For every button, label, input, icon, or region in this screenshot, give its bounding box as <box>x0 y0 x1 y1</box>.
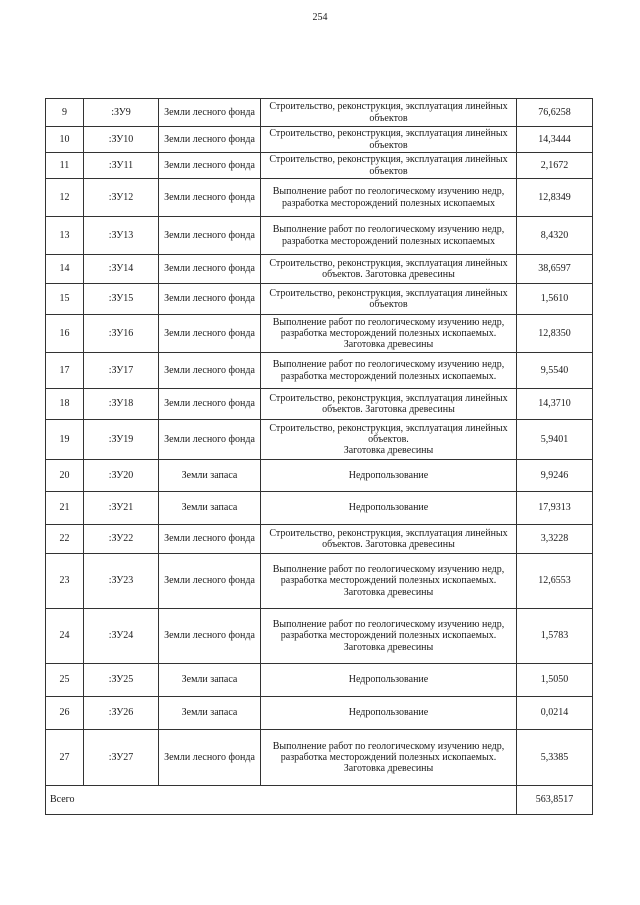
table-row <box>46 255 593 284</box>
land-category: Земли лесного фонда <box>159 389 261 420</box>
row-number: 10 <box>46 127 84 153</box>
table-row <box>46 389 593 420</box>
table-row <box>46 420 593 460</box>
land-category: Земли лесного фонда <box>159 284 261 315</box>
land-category: Земли лесного фонда <box>159 315 261 353</box>
plot-area: 14,3710 <box>517 389 593 420</box>
land-category: Земли запаса <box>159 460 261 492</box>
land-category: Земли лесного фонда <box>159 353 261 389</box>
table-row <box>46 609 593 664</box>
table-row <box>46 284 593 315</box>
plot-code: :ЗУ21 <box>84 492 159 525</box>
land-category: Земли лесного фонда <box>159 179 261 217</box>
table-row <box>46 127 593 153</box>
plot-area: 1,5610 <box>517 284 593 315</box>
plot-area: 1,5783 <box>517 609 593 664</box>
plot-area: 3,3228 <box>517 525 593 554</box>
plot-code: :ЗУ19 <box>84 420 159 460</box>
row-number: 24 <box>46 609 84 664</box>
permitted-use: Недропользование <box>261 664 517 697</box>
table-row <box>46 99 593 127</box>
permitted-use: Выполнение работ по геологическому изучению недр, разработка месторождений полезных ископаемых. Заготовка древесины <box>261 554 517 609</box>
permitted-use: Выполнение работ по геологическому изучению недр, разработка месторождений полезных ископаемых. <box>261 353 517 389</box>
total-label: Всего <box>46 786 517 815</box>
total-row <box>46 786 593 815</box>
table-row <box>46 554 593 609</box>
table-row <box>46 664 593 697</box>
table-row <box>46 492 593 525</box>
land-category: Земли лесного фонда <box>159 525 261 554</box>
plot-area: 1,5050 <box>517 664 593 697</box>
plot-code: :ЗУ20 <box>84 460 159 492</box>
table-row <box>46 179 593 217</box>
row-number: 19 <box>46 420 84 460</box>
land-plots-table <box>45 98 593 815</box>
table-row <box>46 315 593 353</box>
plot-code: :ЗУ14 <box>84 255 159 284</box>
plot-code: :ЗУ12 <box>84 179 159 217</box>
plot-code: :ЗУ16 <box>84 315 159 353</box>
row-number: 25 <box>46 664 84 697</box>
plot-area: 5,9401 <box>517 420 593 460</box>
plot-area: 9,9246 <box>517 460 593 492</box>
plot-code: :ЗУ27 <box>84 730 159 786</box>
plot-code: :ЗУ13 <box>84 217 159 255</box>
row-number: 12 <box>46 179 84 217</box>
row-number: 17 <box>46 353 84 389</box>
table-body <box>46 99 593 815</box>
plot-area: 9,5540 <box>517 353 593 389</box>
plot-area: 14,3444 <box>517 127 593 153</box>
plot-code: :ЗУ10 <box>84 127 159 153</box>
row-number: 15 <box>46 284 84 315</box>
row-number: 22 <box>46 525 84 554</box>
table-row <box>46 153 593 179</box>
row-number: 13 <box>46 217 84 255</box>
land-category: Земли лесного фонда <box>159 420 261 460</box>
row-number: 9 <box>46 99 84 127</box>
land-category: Земли лесного фонда <box>159 127 261 153</box>
permitted-use: Строительство, реконструкция, эксплуатация линейных объектов. Заготовка древесины <box>261 420 517 460</box>
row-number: 27 <box>46 730 84 786</box>
land-category: Земли запаса <box>159 492 261 525</box>
permitted-use: Недропользование <box>261 460 517 492</box>
permitted-use: Недропользование <box>261 697 517 730</box>
land-category: Земли лесного фонда <box>159 730 261 786</box>
permitted-use: Выполнение работ по геологическому изучению недр, разработка месторождений полезных ископаемых. Заготовка древесины <box>261 315 517 353</box>
plot-code: :ЗУ18 <box>84 389 159 420</box>
permitted-use: Выполнение работ по геологическому изучению недр, разработка месторождений полезных ископаемых. Заготовка древесины <box>261 609 517 664</box>
plot-area: 8,4320 <box>517 217 593 255</box>
plot-area: 76,6258 <box>517 99 593 127</box>
page-number: 254 <box>312 12 328 23</box>
permitted-use: Строительство, реконструкция, эксплуатация линейных объектов. Заготовка древесины <box>261 389 517 420</box>
row-number: 26 <box>46 697 84 730</box>
table-row <box>46 525 593 554</box>
plot-area: 12,8349 <box>517 179 593 217</box>
permitted-use: Выполнение работ по геологическому изучению недр, разработка месторождений полезных ископаемых <box>261 217 517 255</box>
land-category: Земли лесного фонда <box>159 255 261 284</box>
plot-area: 12,6553 <box>517 554 593 609</box>
table-row <box>46 460 593 492</box>
table-row <box>46 697 593 730</box>
table-row <box>46 217 593 255</box>
row-number: 23 <box>46 554 84 609</box>
permitted-use: Выполнение работ по геологическому изучению недр, разработка месторождений полезных ископаемых. Заготовка древесины <box>261 730 517 786</box>
plot-area: 17,9313 <box>517 492 593 525</box>
plot-code: :ЗУ9 <box>84 99 159 127</box>
plot-code: :ЗУ24 <box>84 609 159 664</box>
plot-code: :ЗУ26 <box>84 697 159 730</box>
plot-code: :ЗУ23 <box>84 554 159 609</box>
plot-code: :ЗУ17 <box>84 353 159 389</box>
plot-area: 2,1672 <box>517 153 593 179</box>
plot-area: 12,8350 <box>517 315 593 353</box>
plot-code: :ЗУ25 <box>84 664 159 697</box>
land-category: Земли лесного фонда <box>159 609 261 664</box>
table-row <box>46 353 593 389</box>
permitted-use: Строительство, реконструкция, эксплуатация линейных объектов. Заготовка древесины <box>261 525 517 554</box>
row-number: 11 <box>46 153 84 179</box>
plot-code: :ЗУ11 <box>84 153 159 179</box>
land-category: Земли лесного фонда <box>159 217 261 255</box>
land-category: Земли лесного фонда <box>159 554 261 609</box>
plot-area: 0,0214 <box>517 697 593 730</box>
row-number: 16 <box>46 315 84 353</box>
permitted-use: Недропользование <box>261 492 517 525</box>
row-number: 21 <box>46 492 84 525</box>
plot-code: :ЗУ22 <box>84 525 159 554</box>
land-category: Земли лесного фонда <box>159 153 261 179</box>
total-area: 563,8517 <box>517 786 593 815</box>
plot-area: 5,3385 <box>517 730 593 786</box>
land-category: Земли лесного фонда <box>159 99 261 127</box>
land-category: Земли запаса <box>159 664 261 697</box>
plot-code: :ЗУ15 <box>84 284 159 315</box>
permitted-use: Строительство, реконструкция, эксплуатация линейных объектов <box>261 99 517 127</box>
permitted-use: Строительство, реконструкция, эксплуатация линейных объектов <box>261 284 517 315</box>
plot-area: 38,6597 <box>517 255 593 284</box>
permitted-use: Строительство, реконструкция, эксплуатация линейных объектов <box>261 153 517 179</box>
land-category: Земли запаса <box>159 697 261 730</box>
permitted-use: Выполнение работ по геологическому изучению недр, разработка месторождений полезных ископаемых <box>261 179 517 217</box>
row-number: 14 <box>46 255 84 284</box>
row-number: 18 <box>46 389 84 420</box>
row-number: 20 <box>46 460 84 492</box>
table-row <box>46 730 593 786</box>
permitted-use: Строительство, реконструкция, эксплуатация линейных объектов <box>261 127 517 153</box>
permitted-use: Строительство, реконструкция, эксплуатация линейных объектов. Заготовка древесины <box>261 255 517 284</box>
